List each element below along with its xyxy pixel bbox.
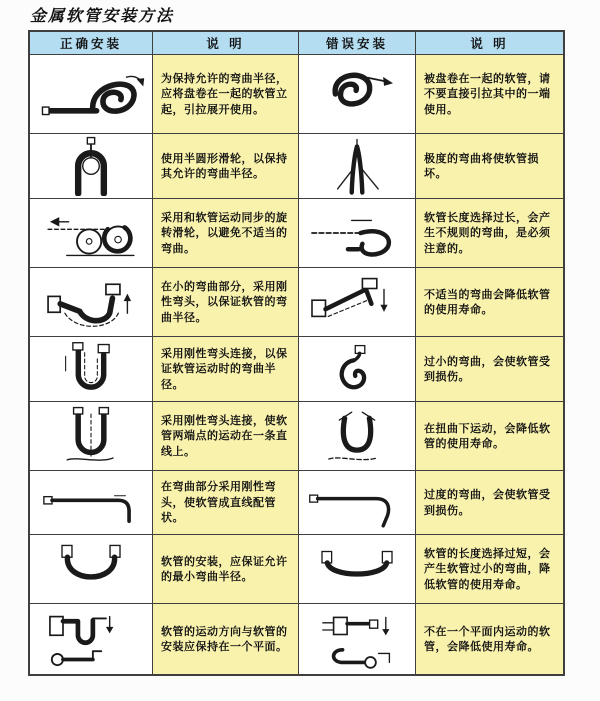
table-row-3-correct-cell [30,199,152,267]
table-row-4-correct-desc: 在小的弯曲部分，采用刚性弯头，以保证软管的弯曲半径。 [153,268,298,336]
u-hose-endpoints-moving-in-line-icon [36,406,146,466]
table-row-6-correct-desc: 采用刚性弯头连接，使软管两端点的运动在一条直线上。 [153,402,298,470]
too-short-shallow-bend-hose-icon [304,541,410,597]
hose-over-semicircular-pulley-icon [36,136,146,196]
table-row-6-wrong-desc: 在扭曲下运动，会降低软管的使用寿命。 [416,402,563,470]
table-row-5-correct-desc: 采用刚性弯头连接，以保证软管运动时的弯曲半径。 [153,337,298,401]
table-row-5-wrong-cell [299,337,415,401]
extremely-kinked-hose-icon [304,137,410,195]
coiled-hose-pulled-from-one-end-icon [303,64,411,124]
hose-motion-in-one-plane-icon [35,607,147,671]
overbent-elbow-hose-icon [303,475,411,531]
hanging-u-minimum-bend-radius-icon [36,540,146,598]
table-row-2-wrong-cell [299,134,415,198]
table-row-8-correct-desc: 软管的安装，应保证允许的最小弯曲半径。 [153,535,298,603]
table-row-3-correct-desc: 采用和软管运动同步的旋转滑轮，以避免不适当的弯曲。 [153,199,298,267]
small-bend-with-rigid-elbow-icon [35,272,147,332]
table-row-8-correct-cell [30,535,152,603]
table-row-4-wrong-desc: 不适当的弯曲会降低软管的使用寿命。 [416,268,563,336]
hose-with-synchronized-rotating-pulleys-icon [35,203,147,263]
header-description-left: 说 明 [153,32,298,54]
table-row-5-correct-cell [30,337,152,401]
table-row-8-wrong-desc: 软管的长度选择过短，会产生软管过小的弯曲，降低软管的使用寿命。 [416,535,563,603]
table-row-5-wrong-desc: 过小的弯曲，会使软管受到损伤。 [416,337,563,401]
table-row-8-wrong-cell [299,535,415,603]
table-row-9-wrong-cell [299,604,415,674]
table-row-2-correct-cell [30,134,152,198]
hose-installation-table [28,30,565,676]
table-row-7-wrong-cell [299,471,415,534]
hoses-moving-out-of-plane-icon [303,608,411,670]
table-row-1-wrong-cell [299,55,415,133]
table-row-6-correct-cell [30,402,152,470]
table-row-7-correct-desc: 在弯曲部分采用刚性弯头，使软管成直线配管状。 [153,471,298,534]
header-wrong-installation: 错误安装 [299,32,415,54]
table-row-4-correct-cell [30,268,152,336]
table-row-9-correct-cell [30,604,152,674]
table-row-1-correct-cell [30,55,152,133]
table-row-1-correct-desc: 为保持允许的弯曲半径，应将盘卷在一起的软管立起，引拉展开使用。 [153,55,298,133]
u-bend-with-rigid-elbow-connection-icon [36,340,146,398]
table-row-3-wrong-cell [299,199,415,267]
table-row-9-correct-desc: 软管的运动方向与软管的安装应保持在一个平面。 [153,604,298,674]
table-row-4-wrong-cell [299,268,415,336]
table-row-1-wrong-desc: 被盘卷在一起的软管，请不要直接引拉其中的一端使用。 [416,55,563,133]
header-correct-installation: 正确安装 [30,32,152,54]
straight-run-with-rigid-elbow-icon [35,474,147,532]
table-row-7-wrong-desc: 过度的弯曲，会使软管受到损伤。 [416,471,563,534]
table-row-9-wrong-desc: 不在一个平面内运动的软管，会降低使用寿命。 [416,604,563,674]
table-row-3-wrong-desc: 软管长度选择过长，会产生不规则的弯曲，是必须注意的。 [416,199,563,267]
coiled-hose-stood-up-unrolled-icon [35,63,147,125]
twisted-u-hose-icon [304,407,410,465]
table-row-6-wrong-cell [299,402,415,470]
too-small-hook-bend-icon [305,340,409,398]
table-row-7-correct-cell [30,471,152,534]
table-row-2-wrong-desc: 极度的弯曲将使软管损坏。 [416,134,563,198]
table-row-2-correct-desc: 使用半圆形滑轮，以保持其允许的弯曲半径。 [153,134,298,198]
page-title: 金属软管安装方法 [30,6,175,25]
overlong-hose-irregular-curl-icon [303,204,411,262]
header-description-right: 说 明 [416,32,563,54]
improper-sharp-angle-bend-icon [303,273,411,331]
